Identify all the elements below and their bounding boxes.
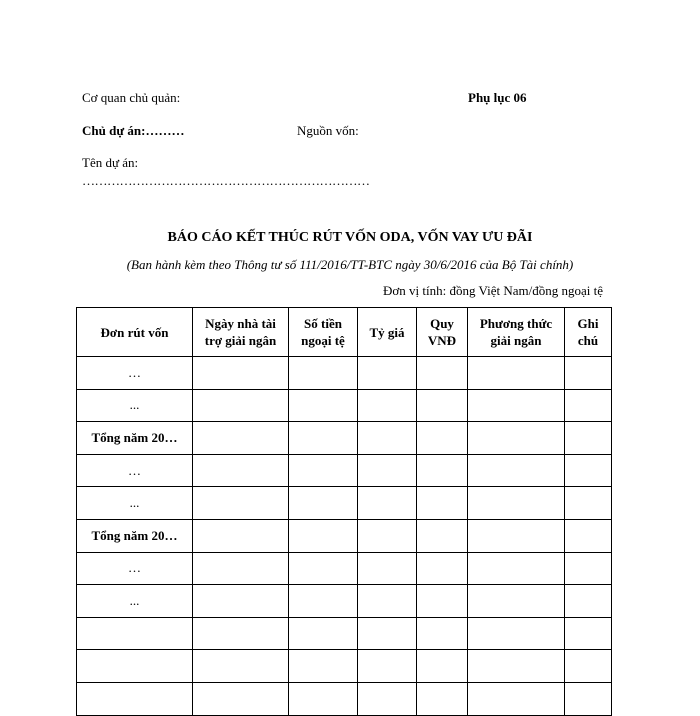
table-cell — [417, 389, 468, 422]
disbursement-table — [76, 307, 612, 716]
column-header-line1: Ngày nhà tài — [205, 316, 276, 331]
table-cell-withdrawal: Tổng năm 20… — [77, 519, 193, 552]
table-row — [77, 552, 612, 585]
column-header-line2: ngoại tệ — [301, 333, 345, 348]
table-cell — [193, 357, 289, 390]
table-cell — [565, 389, 612, 422]
table-cell-withdrawal — [77, 682, 193, 715]
table-cell — [289, 552, 358, 585]
table-cell — [289, 519, 358, 552]
table-cell — [289, 422, 358, 455]
table-cell — [358, 454, 417, 487]
table-cell — [289, 357, 358, 390]
table-cell — [358, 617, 417, 650]
table-cell — [468, 519, 565, 552]
table-body — [77, 357, 612, 716]
table-cell-withdrawal — [77, 650, 193, 683]
table-cell — [565, 682, 612, 715]
table-cell — [289, 682, 358, 715]
table-cell — [565, 454, 612, 487]
project-name-dots: …………………………………………………………… — [82, 173, 370, 188]
table-cell — [468, 682, 565, 715]
funding-source-label: Nguồn vốn: — [297, 123, 359, 138]
table-cell — [193, 682, 289, 715]
report-title: BÁO CÁO KẾT THÚC RÚT VỐN ODA, VỐN VAY ƯU ĐÃI — [167, 230, 533, 245]
column-header — [289, 308, 358, 357]
table-cell — [193, 585, 289, 618]
table-cell — [358, 422, 417, 455]
table-cell — [565, 487, 612, 520]
table-row — [77, 682, 612, 715]
table-row — [77, 519, 612, 552]
table-cell — [289, 389, 358, 422]
report-subtitle: (Ban hành kèm theo Thông tư số 111/2016/TT-BTC ngày 30/6/2016 của Bộ Tài chính) — [126, 257, 574, 272]
column-header-line2: VNĐ — [427, 333, 457, 348]
column-header-line1: Số tiền — [304, 316, 342, 331]
table-cell — [417, 454, 468, 487]
table-cell — [358, 552, 417, 585]
table-cell-withdrawal: ... — [77, 389, 193, 422]
table-header-row — [77, 308, 612, 357]
table-cell-withdrawal: … — [77, 454, 193, 487]
table-cell — [417, 617, 468, 650]
column-header-line2: giải ngân — [490, 333, 542, 348]
table-cell — [417, 585, 468, 618]
appendix-label: Phụ lục 06 — [468, 90, 527, 105]
table-cell — [468, 422, 565, 455]
column-header — [417, 308, 468, 357]
column-header — [77, 308, 193, 357]
table-cell — [565, 422, 612, 455]
table-cell-withdrawal: ... — [77, 585, 193, 618]
table-cell — [193, 650, 289, 683]
table-cell — [468, 487, 565, 520]
table-cell-withdrawal: … — [77, 357, 193, 390]
table-cell — [358, 487, 417, 520]
agency-label: Cơ quan chủ quản: — [82, 90, 181, 105]
table-cell — [468, 357, 565, 390]
table-cell — [565, 357, 612, 390]
table-cell — [468, 454, 565, 487]
table-cell — [565, 617, 612, 650]
table-cell — [193, 389, 289, 422]
column-header-line1: Tỷ giá — [369, 324, 405, 340]
column-header — [565, 308, 612, 357]
table-cell — [468, 552, 565, 585]
table-cell — [417, 519, 468, 552]
column-header-line1: Đơn rút vốn — [100, 324, 169, 340]
table-cell — [193, 519, 289, 552]
column-header-line1: Ghi — [577, 316, 599, 331]
table-cell — [358, 389, 417, 422]
table-cell — [417, 682, 468, 715]
table-cell — [565, 552, 612, 585]
table-cell-withdrawal: ... — [77, 487, 193, 520]
table-cell — [565, 650, 612, 683]
table-cell — [468, 389, 565, 422]
table-cell — [193, 422, 289, 455]
table-cell — [417, 357, 468, 390]
table-cell — [417, 487, 468, 520]
project-owner-label: Chủ dự án:……… — [82, 123, 185, 138]
table-cell — [417, 552, 468, 585]
table-cell — [358, 519, 417, 552]
table-cell — [358, 585, 417, 618]
table-cell — [193, 487, 289, 520]
table-cell — [289, 585, 358, 618]
table-cell — [468, 585, 565, 618]
table-cell — [289, 454, 358, 487]
table-cell — [358, 682, 417, 715]
table-cell — [417, 650, 468, 683]
table-cell — [193, 454, 289, 487]
table-cell-withdrawal: Tổng năm 20… — [77, 422, 193, 455]
column-header-line2: trợ giải ngân — [204, 333, 277, 348]
unit-label: Đơn vị tính: đồng Việt Nam/đồng ngoại tệ — [383, 283, 603, 298]
column-header-line1: Quy — [430, 316, 454, 331]
column-header-line2: chú — [577, 333, 599, 348]
table-cell — [193, 552, 289, 585]
table-cell — [358, 357, 417, 390]
table-cell — [468, 650, 565, 683]
column-header — [358, 308, 417, 357]
table-cell — [358, 650, 417, 683]
table-cell — [193, 617, 289, 650]
table-row — [77, 650, 612, 683]
table-row — [77, 422, 612, 455]
table-row — [77, 617, 612, 650]
column-header-line1: Phương thức — [479, 316, 553, 331]
table-cell — [289, 650, 358, 683]
table-cell — [289, 617, 358, 650]
table-cell — [417, 422, 468, 455]
table-cell — [289, 487, 358, 520]
table-cell — [565, 519, 612, 552]
table-cell-withdrawal — [77, 617, 193, 650]
table-row — [77, 487, 612, 520]
column-header — [193, 308, 289, 357]
table-row — [77, 454, 612, 487]
project-name-label: Tên dự án: — [82, 155, 139, 170]
column-header — [468, 308, 565, 357]
table-row — [77, 389, 612, 422]
table-row — [77, 585, 612, 618]
table-row — [77, 357, 612, 390]
table-cell — [565, 585, 612, 618]
table-cell-withdrawal: … — [77, 552, 193, 585]
table-cell — [468, 617, 565, 650]
